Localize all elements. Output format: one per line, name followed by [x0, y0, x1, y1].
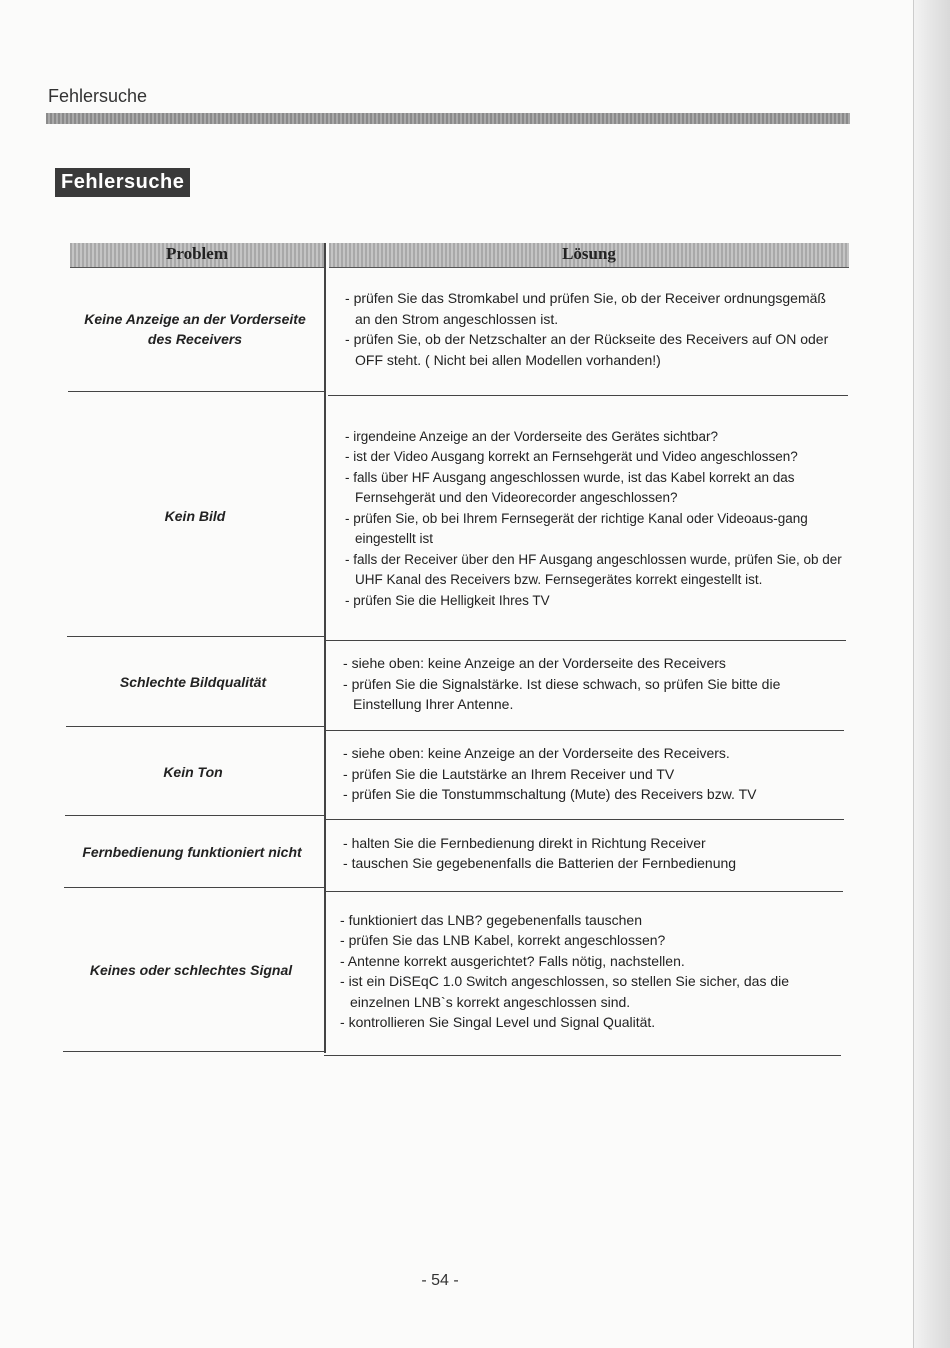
row-rule	[65, 815, 324, 816]
solution-item: - prüfen Sie das Stromkabel und prüfen Sie, ob der Receiver ordnungsgemäß an den Strom angeschlossen ist.	[345, 288, 845, 329]
problem-cell	[64, 892, 318, 1048]
page-edge	[913, 0, 950, 1348]
problem-text: Kein Bild	[164, 508, 226, 524]
solution-item: - prüfen Sie, ob bei Ihrem Fernsegerät der richtige Kanal oder Videoaus-gang eingestellt ist	[345, 509, 845, 550]
column-header-losung: Lösung	[329, 243, 849, 268]
column-header-problem: Problem	[70, 243, 324, 268]
solution-item: - kontrollieren Sie Singal Level und Signal Qualität.	[340, 1012, 850, 1033]
solution-item: - siehe oben: keine Anzeige an der Vorderseite des Receivers	[343, 653, 848, 674]
row-rule	[326, 640, 846, 641]
row-rule	[326, 730, 844, 731]
solution-item: - prüfen Sie das LNB Kabel, korrekt angeschlossen?	[340, 930, 850, 951]
problem-cell	[68, 268, 322, 390]
solution-cell	[340, 900, 850, 1042]
solution-item: - funktioniert das LNB? gegebenenfalls tauschen	[340, 910, 850, 931]
solution-list	[343, 833, 736, 874]
page-number: - 54 -	[421, 1272, 459, 1289]
solution-item: - Antenne korrekt ausgerichtet? Falls nötig, nachstellen.	[340, 951, 850, 972]
solution-cell	[343, 644, 848, 724]
solution-list	[345, 288, 845, 370]
row-rule	[63, 1051, 324, 1052]
section-title: Fehlersuche	[55, 168, 190, 197]
problem-text: Kein Ton	[163, 764, 223, 780]
problem-text: Fernbedienung funktioniert nicht	[82, 844, 302, 860]
solution-item: - siehe oben: keine Anzeige an der Vorderseite des Receivers.	[343, 743, 756, 764]
problem-cell	[68, 400, 322, 632]
solution-item: - prüfen Sie, ob der Netzschalter an der Rückseite des Receivers auf ON oder OFF steht. ( Nicht bei allen Modellen vorhanden!)	[345, 329, 845, 370]
row-rule	[67, 636, 324, 637]
solution-list	[343, 653, 848, 715]
solution-item: - prüfen Sie die Tonstummschaltung (Mute) des Receivers bzw. TV	[343, 784, 756, 805]
solution-cell	[345, 268, 845, 390]
row-rule	[324, 891, 843, 892]
row-rule	[64, 887, 324, 888]
solution-cell	[343, 733, 843, 815]
problem-cell	[66, 730, 320, 814]
solution-cell	[343, 822, 843, 884]
column-divider	[324, 243, 326, 1053]
solution-item: - prüfen Sie die Signalstärke. Ist diese schwach, so prüfen Sie bitte die Einstellung Ihrer Antenne.	[343, 674, 848, 715]
solution-list	[343, 743, 756, 805]
row-rule	[66, 726, 324, 727]
header-rule	[46, 113, 850, 124]
solution-item: - ist der Video Ausgang korrekt an Fernsehgerät und Video angeschlossen?	[345, 447, 845, 468]
problem-cell	[65, 818, 319, 886]
solution-list	[345, 427, 845, 612]
problem-text: Keine Anzeige an der Vorderseite des Receivers	[84, 311, 306, 347]
solution-list	[340, 910, 850, 1033]
row-rule	[324, 1055, 841, 1056]
solution-item: - ist ein DiSEqC 1.0 Switch angeschlossen, so stellen Sie sicher, das die einzelnen LNB`s korrekt angeschlossen sind.	[340, 971, 850, 1012]
solution-item: - tauschen Sie gegebenenfalls die Batterien der Fernbedienung	[343, 853, 736, 874]
solution-item: - prüfen Sie die Lautstärke an Ihrem Receiver und TV	[343, 764, 756, 785]
solution-item: - falls über HF Ausgang angeschlossen wurde, ist das Kabel korrekt an das Fernsehgerät und den Videorecorder angeschlossen?	[345, 468, 845, 509]
solution-cell	[345, 406, 845, 632]
solution-item: - prüfen Sie die Helligkeit Ihres TV	[345, 591, 845, 612]
problem-cell	[66, 640, 320, 724]
row-rule	[68, 391, 324, 392]
solution-item: - falls der Receiver über den HF Ausgang angeschlossen wurde, prüfen Sie, ob der UHF Kanal des Receivers bzw. Fernsegerätes korrekt eingestellt ist.	[345, 550, 845, 591]
solution-item: - irgendeine Anzeige an der Vorderseite des Gerätes sichtbar?	[345, 427, 845, 448]
row-rule	[328, 395, 848, 396]
solution-item: - halten Sie die Fernbedienung direkt in Richtung Receiver	[343, 833, 736, 854]
running-header: Fehlersuche	[48, 86, 148, 106]
row-rule	[326, 819, 844, 820]
problem-text: Keines oder schlechtes Signal	[89, 962, 293, 978]
problem-text: Schlechte Bildqualität	[119, 674, 267, 690]
